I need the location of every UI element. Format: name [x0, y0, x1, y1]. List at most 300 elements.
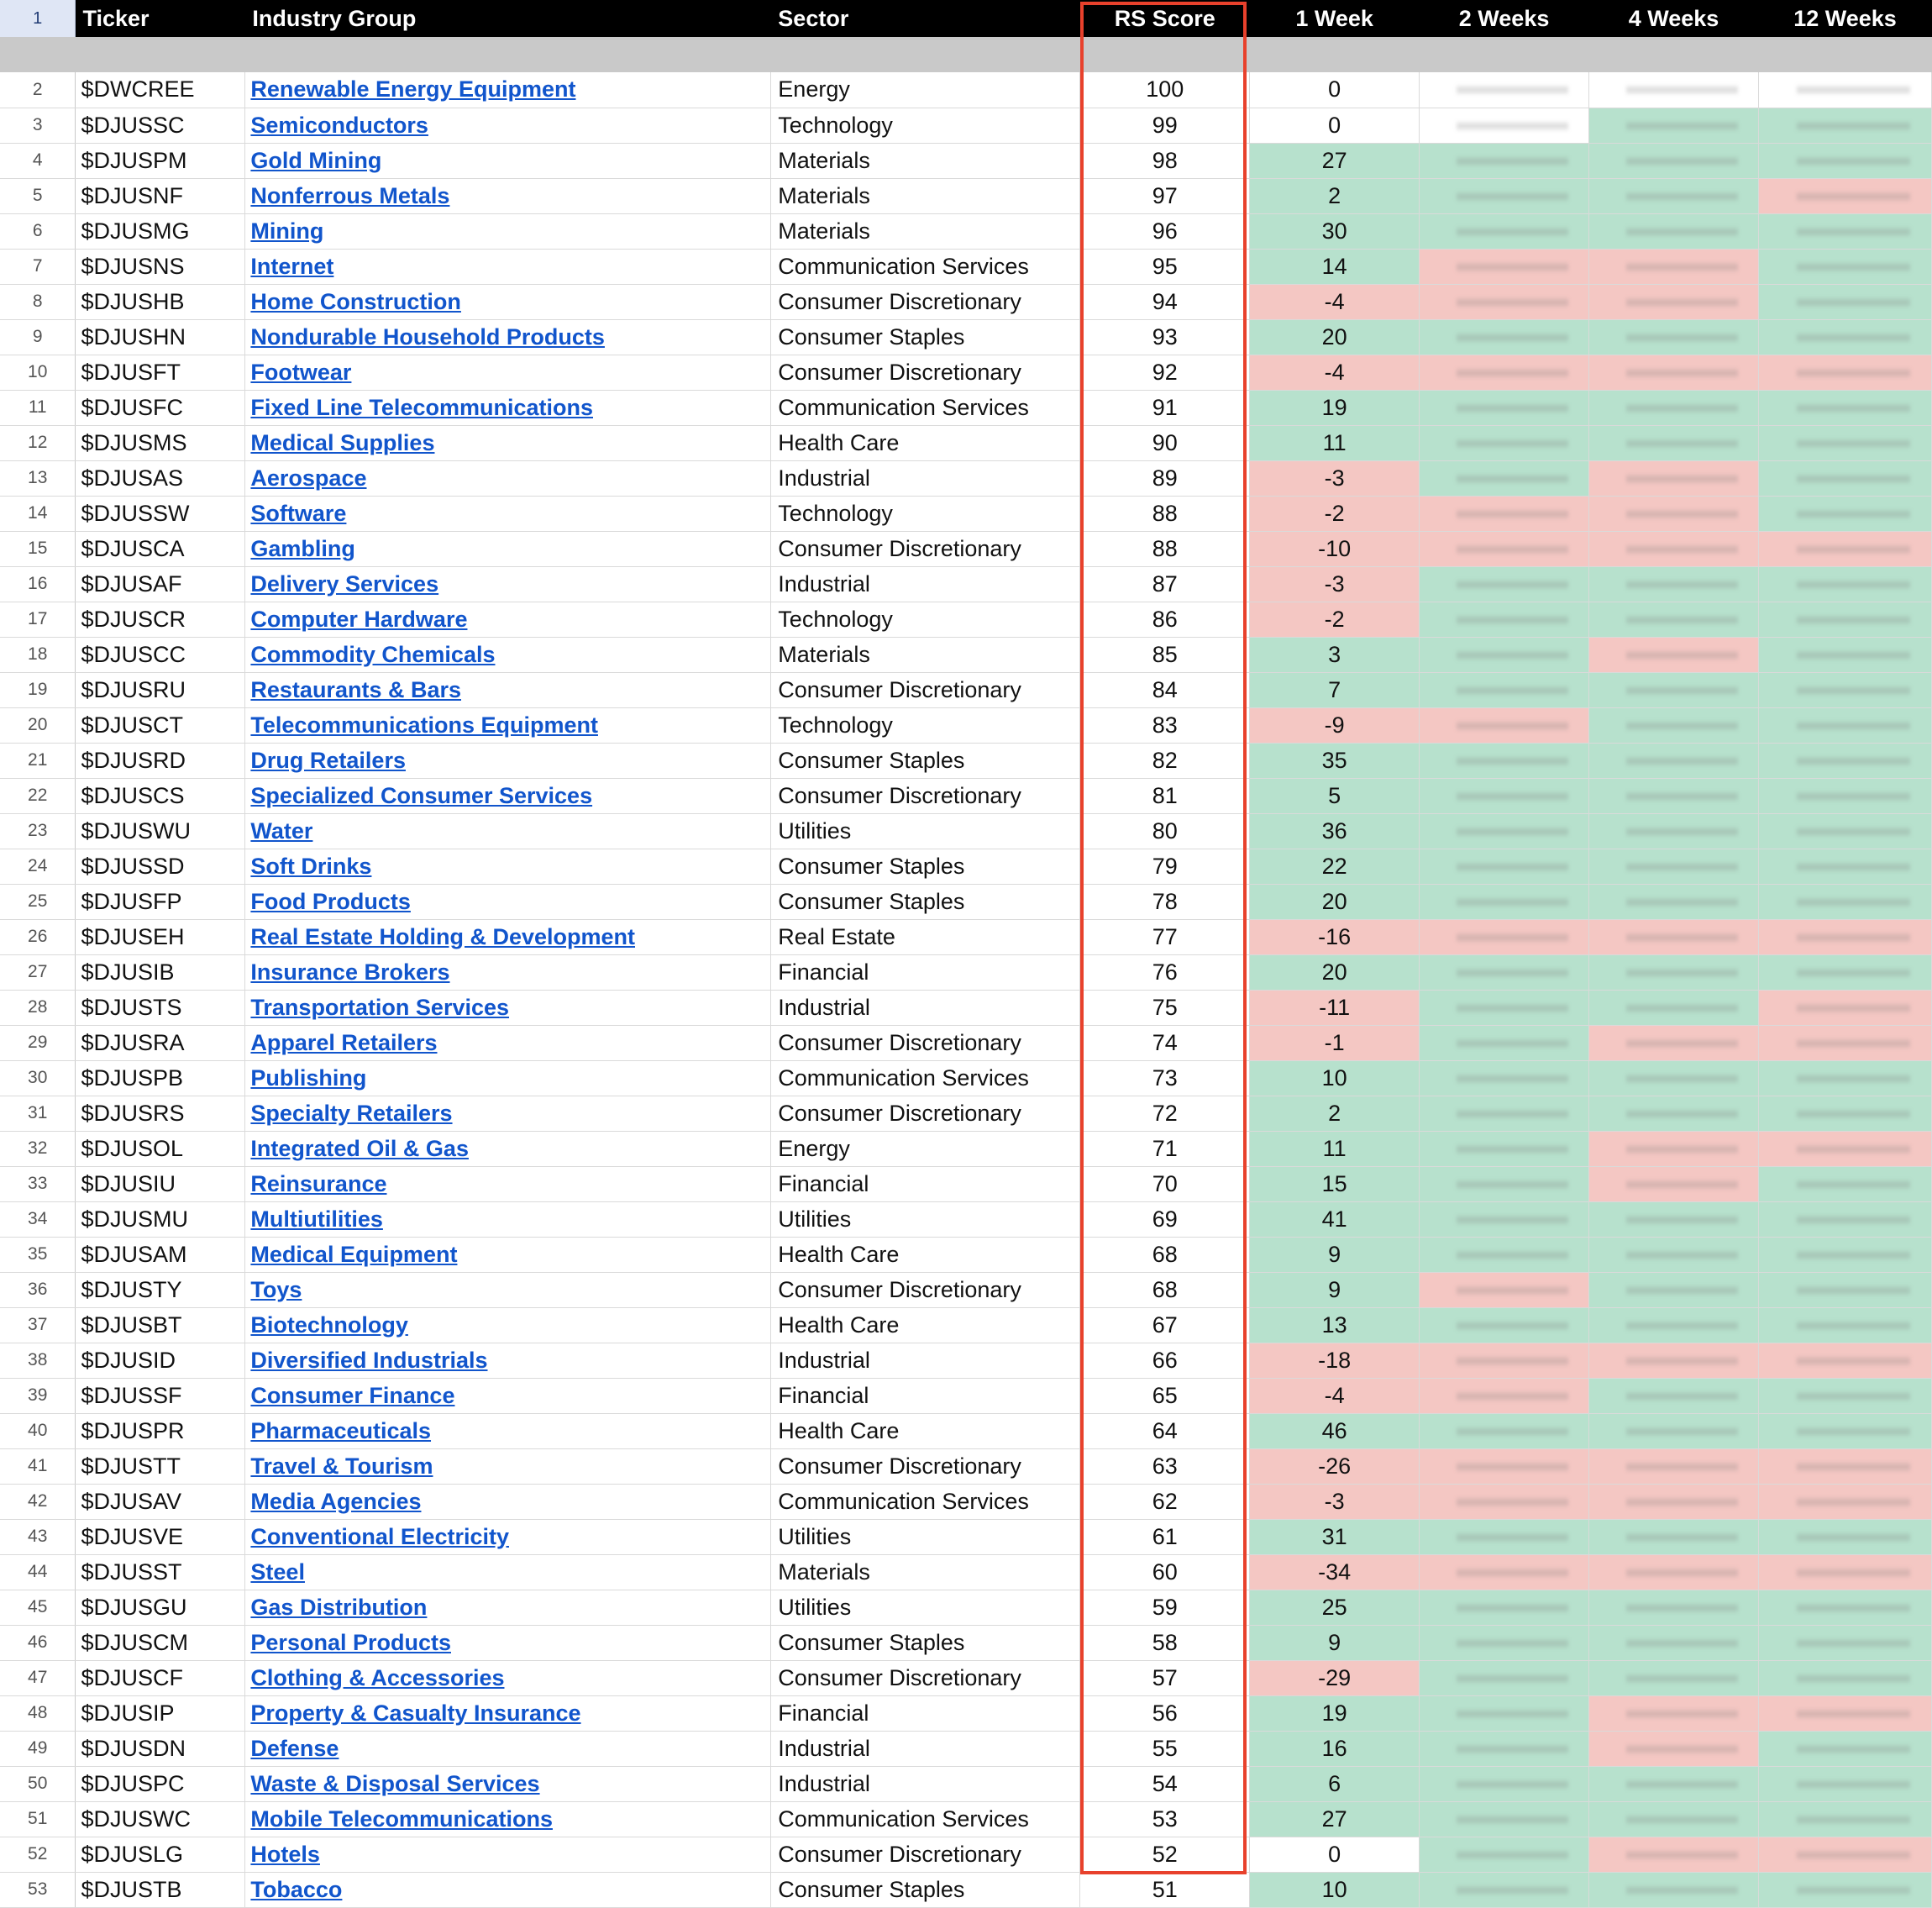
week2-change-cell[interactable] [1420, 1590, 1589, 1625]
industry-group-link[interactable]: Media Agencies [250, 1488, 422, 1514]
week4-change-cell[interactable] [1589, 1554, 1759, 1590]
week4-change-cell[interactable] [1589, 1625, 1759, 1660]
rs-score-cell[interactable]: 86 [1080, 602, 1250, 637]
week4-change-cell[interactable] [1589, 1660, 1759, 1695]
industry-group-cell[interactable] [245, 1660, 771, 1695]
week4-change-cell[interactable] [1589, 1731, 1759, 1766]
ticker-cell[interactable]: $DJUSEH [76, 919, 245, 954]
ticker-cell[interactable]: $DJUSCA [76, 531, 245, 566]
week4-change-cell[interactable] [1589, 425, 1759, 460]
week12-change-cell[interactable] [1758, 707, 1931, 743]
sector-cell[interactable]: Utilities [771, 813, 1080, 849]
industry-group-link[interactable]: Nonferrous Metals [250, 182, 450, 208]
week2-change-cell[interactable] [1420, 778, 1589, 813]
week2-change-cell[interactable] [1420, 1131, 1589, 1166]
sector-cell[interactable]: Communication Services [771, 1801, 1080, 1837]
sector-cell[interactable]: Consumer Discretionary [771, 531, 1080, 566]
rs-score-cell[interactable]: 59 [1080, 1590, 1250, 1625]
week1-change-cell[interactable]: 13 [1250, 1307, 1420, 1343]
ticker-cell[interactable]: $DJUSAV [76, 1484, 245, 1519]
week2-change-cell[interactable] [1420, 1096, 1589, 1131]
ticker-cell[interactable]: $DWCREE [76, 72, 245, 108]
industry-group-cell[interactable] [245, 1766, 771, 1801]
industry-group-link[interactable]: Aerospace [250, 465, 367, 491]
industry-group-cell[interactable] [245, 1307, 771, 1343]
sector-cell[interactable]: Consumer Staples [771, 743, 1080, 778]
rs-score-cell[interactable]: 61 [1080, 1519, 1250, 1554]
week1-change-cell[interactable]: 25 [1250, 1590, 1420, 1625]
ticker-cell[interactable]: $DJUSTS [76, 990, 245, 1025]
industry-group-cell[interactable] [245, 1695, 771, 1731]
week1-change-cell[interactable]: 36 [1250, 813, 1420, 849]
row-number[interactable]: 17 [0, 602, 76, 637]
week2-change-cell[interactable] [1420, 884, 1589, 919]
week1-change-cell[interactable]: 2 [1250, 178, 1420, 213]
week2-change-cell[interactable] [1420, 72, 1589, 108]
industry-group-link[interactable]: Defense [250, 1735, 339, 1761]
week4-change-cell[interactable] [1589, 1484, 1759, 1519]
week1-change-cell[interactable]: -26 [1250, 1448, 1420, 1484]
week2-change-cell[interactable] [1420, 602, 1589, 637]
week2-change-cell[interactable] [1420, 849, 1589, 884]
week2-change-cell[interactable] [1420, 1060, 1589, 1096]
week2-change-cell[interactable] [1420, 1837, 1589, 1872]
week2-change-cell[interactable] [1420, 1554, 1589, 1590]
week12-change-cell[interactable] [1758, 1660, 1931, 1695]
row-number[interactable]: 49 [0, 1731, 76, 1766]
industry-group-cell[interactable] [245, 566, 771, 602]
rs-score-cell[interactable]: 57 [1080, 1660, 1250, 1695]
industry-group-link[interactable]: Nondurable Household Products [250, 323, 605, 350]
sector-cell[interactable]: Industrial [771, 1731, 1080, 1766]
week2-change-cell[interactable] [1420, 531, 1589, 566]
week1-change-cell[interactable]: -4 [1250, 355, 1420, 390]
industry-group-link[interactable]: Semiconductors [250, 112, 428, 138]
sector-cell[interactable]: Consumer Discretionary [771, 1272, 1080, 1307]
sector-cell[interactable]: Industrial [771, 566, 1080, 602]
row-number[interactable]: 16 [0, 566, 76, 602]
sector-cell[interactable]: Consumer Discretionary [771, 1448, 1080, 1484]
industry-group-cell[interactable] [245, 249, 771, 284]
week12-change-cell[interactable] [1758, 1590, 1931, 1625]
industry-group-cell[interactable] [245, 1096, 771, 1131]
industry-group-link[interactable]: Reinsurance [250, 1170, 387, 1196]
ticker-cell[interactable]: $DJUSPR [76, 1413, 245, 1448]
sector-cell[interactable]: Technology [771, 496, 1080, 531]
week2-change-cell[interactable] [1420, 284, 1589, 319]
industry-group-link[interactable]: Medical Equipment [250, 1241, 458, 1267]
sector-cell[interactable]: Consumer Staples [771, 1872, 1080, 1907]
industry-group-cell[interactable] [245, 1872, 771, 1907]
sector-cell[interactable]: Technology [771, 602, 1080, 637]
week12-change-cell[interactable] [1758, 1519, 1931, 1554]
industry-group-link[interactable]: Integrated Oil & Gas [250, 1135, 469, 1161]
rs-score-cell[interactable]: 81 [1080, 778, 1250, 813]
week4-change-cell[interactable] [1589, 1166, 1759, 1201]
sector-cell[interactable]: Materials [771, 213, 1080, 249]
week2-change-cell[interactable] [1420, 355, 1589, 390]
row-number[interactable]: 19 [0, 672, 76, 707]
industry-group-cell[interactable] [245, 1272, 771, 1307]
week12-change-cell[interactable] [1758, 1343, 1931, 1378]
week4-change-cell[interactable] [1589, 1801, 1759, 1837]
row-number[interactable]: 51 [0, 1801, 76, 1837]
rs-score-cell[interactable]: 80 [1080, 813, 1250, 849]
industry-group-link[interactable]: Drug Retailers [250, 747, 406, 773]
rs-score-cell[interactable]: 76 [1080, 954, 1250, 990]
week2-change-cell[interactable] [1420, 1801, 1589, 1837]
sector-cell[interactable]: Communication Services [771, 1060, 1080, 1096]
week2-change-cell[interactable] [1420, 213, 1589, 249]
ticker-cell[interactable]: $DJUSAS [76, 460, 245, 496]
week1-change-cell[interactable]: -16 [1250, 919, 1420, 954]
week1-change-cell[interactable]: 0 [1250, 108, 1420, 143]
rs-score-cell[interactable]: 95 [1080, 249, 1250, 284]
ticker-cell[interactable]: $DJUSCS [76, 778, 245, 813]
week4-column-header[interactable]: 4 Weeks [1589, 0, 1759, 37]
row-number[interactable]: 29 [0, 1025, 76, 1060]
industry-group-cell[interactable] [245, 954, 771, 990]
week2-change-cell[interactable] [1420, 1378, 1589, 1413]
rs-score-cell[interactable]: 68 [1080, 1272, 1250, 1307]
week4-change-cell[interactable] [1589, 1837, 1759, 1872]
industry-group-cell[interactable] [245, 1590, 771, 1625]
rs-score-cell[interactable]: 67 [1080, 1307, 1250, 1343]
ticker-cell[interactable]: $DJUSSF [76, 1378, 245, 1413]
ticker-cell[interactable]: $DJUSNS [76, 249, 245, 284]
industry-group-link[interactable]: Travel & Tourism [250, 1453, 433, 1479]
ticker-cell[interactable]: $DJUSTT [76, 1448, 245, 1484]
sector-cell[interactable]: Materials [771, 143, 1080, 178]
rs-score-cell[interactable]: 62 [1080, 1484, 1250, 1519]
row-number[interactable]: 41 [0, 1448, 76, 1484]
week4-change-cell[interactable] [1589, 496, 1759, 531]
ticker-cell[interactable]: $DJUSID [76, 1343, 245, 1378]
ticker-cell[interactable]: $DJUSOL [76, 1131, 245, 1166]
row-number[interactable]: 40 [0, 1413, 76, 1448]
rs-score-cell[interactable]: 55 [1080, 1731, 1250, 1766]
week4-change-cell[interactable] [1589, 108, 1759, 143]
week12-change-cell[interactable] [1758, 284, 1931, 319]
row-number[interactable]: 36 [0, 1272, 76, 1307]
industry-group-link[interactable]: Diversified Industrials [250, 1347, 488, 1373]
industry-group-link[interactable]: Waste & Disposal Services [250, 1770, 540, 1796]
rs-score-cell[interactable]: 70 [1080, 1166, 1250, 1201]
row-number[interactable]: 26 [0, 919, 76, 954]
week2-change-cell[interactable] [1420, 637, 1589, 672]
week1-change-cell[interactable]: 20 [1250, 954, 1420, 990]
week1-change-cell[interactable]: -11 [1250, 990, 1420, 1025]
industry-group-link[interactable]: Conventional Electricity [250, 1523, 509, 1549]
row-number[interactable]: 35 [0, 1237, 76, 1272]
industry-group-link[interactable]: Hotels [250, 1841, 320, 1867]
ticker-cell[interactable]: $DJUSCR [76, 602, 245, 637]
week12-change-cell[interactable] [1758, 849, 1931, 884]
week1-column-header[interactable]: 1 Week [1250, 0, 1420, 37]
row-number-header[interactable]: 1 [0, 0, 76, 37]
week12-change-cell[interactable] [1758, 1625, 1931, 1660]
row-number[interactable]: 34 [0, 1201, 76, 1237]
ticker-cell[interactable]: $DJUSPM [76, 143, 245, 178]
ticker-cell[interactable]: $DJUSRS [76, 1096, 245, 1131]
week12-change-cell[interactable] [1758, 425, 1931, 460]
ticker-cell[interactable]: $DJUSRA [76, 1025, 245, 1060]
ticker-cell[interactable]: $DJUSWU [76, 813, 245, 849]
sector-cell[interactable]: Real Estate [771, 919, 1080, 954]
rs-score-cell[interactable]: 99 [1080, 108, 1250, 143]
rs-score-cell[interactable]: 84 [1080, 672, 1250, 707]
industry-group-cell[interactable] [245, 637, 771, 672]
ticker-cell[interactable]: $DJUSNF [76, 178, 245, 213]
industry-group-link[interactable]: Publishing [250, 1064, 367, 1091]
industry-group-cell[interactable] [245, 743, 771, 778]
week12-change-cell[interactable] [1758, 355, 1931, 390]
sector-cell[interactable]: Consumer Discretionary [771, 355, 1080, 390]
rs-score-cell[interactable]: 72 [1080, 1096, 1250, 1131]
industry-group-link[interactable]: Property & Casualty Insurance [250, 1700, 581, 1726]
sector-cell[interactable]: Communication Services [771, 1484, 1080, 1519]
rs-score-cell[interactable]: 63 [1080, 1448, 1250, 1484]
rs-score-cell[interactable]: 65 [1080, 1378, 1250, 1413]
week1-change-cell[interactable]: -10 [1250, 531, 1420, 566]
week12-change-cell[interactable] [1758, 496, 1931, 531]
week4-change-cell[interactable] [1589, 1060, 1759, 1096]
rs-score-cell[interactable]: 51 [1080, 1872, 1250, 1907]
week4-change-cell[interactable] [1589, 178, 1759, 213]
week4-change-cell[interactable] [1589, 707, 1759, 743]
week4-change-cell[interactable] [1589, 460, 1759, 496]
week12-change-cell[interactable] [1758, 108, 1931, 143]
industry-group-link[interactable]: Personal Products [250, 1629, 451, 1655]
industry-group-cell[interactable] [245, 1625, 771, 1660]
ticker-cell[interactable]: $DJUSWC [76, 1801, 245, 1837]
row-number[interactable]: 24 [0, 849, 76, 884]
week1-change-cell[interactable]: 11 [1250, 425, 1420, 460]
row-number[interactable]: 21 [0, 743, 76, 778]
ticker-cell[interactable]: $DJUSMS [76, 425, 245, 460]
week4-change-cell[interactable] [1589, 1131, 1759, 1166]
week2-change-cell[interactable] [1420, 566, 1589, 602]
week4-change-cell[interactable] [1589, 390, 1759, 425]
row-number[interactable]: 15 [0, 531, 76, 566]
ticker-cell[interactable]: $DJUSTY [76, 1272, 245, 1307]
week4-change-cell[interactable] [1589, 1766, 1759, 1801]
week1-change-cell[interactable]: 20 [1250, 319, 1420, 355]
week2-change-cell[interactable] [1420, 743, 1589, 778]
ticker-cell[interactable]: $DJUSRU [76, 672, 245, 707]
rs-score-cell[interactable]: 79 [1080, 849, 1250, 884]
week12-change-cell[interactable] [1758, 566, 1931, 602]
week1-change-cell[interactable]: -2 [1250, 496, 1420, 531]
week12-change-cell[interactable] [1758, 990, 1931, 1025]
week12-change-cell[interactable] [1758, 1872, 1931, 1907]
row-number[interactable]: 6 [0, 213, 76, 249]
week4-change-cell[interactable] [1589, 1590, 1759, 1625]
industry-group-link[interactable]: Home Construction [250, 288, 461, 314]
industry-group-link[interactable]: Consumer Finance [250, 1382, 455, 1408]
row-number[interactable]: 4 [0, 143, 76, 178]
week1-change-cell[interactable]: -3 [1250, 460, 1420, 496]
ticker-cell[interactable]: $DJUSSC [76, 108, 245, 143]
week4-change-cell[interactable] [1589, 778, 1759, 813]
row-number[interactable]: 39 [0, 1378, 76, 1413]
rs-score-cell[interactable]: 82 [1080, 743, 1250, 778]
row-number[interactable]: 11 [0, 390, 76, 425]
week12-change-cell[interactable] [1758, 249, 1931, 284]
industry-group-cell[interactable] [245, 1343, 771, 1378]
sector-column-header[interactable]: Sector [771, 0, 1080, 37]
rs-score-cell[interactable]: 69 [1080, 1201, 1250, 1237]
industry-group-cell[interactable] [245, 1166, 771, 1201]
industry-group-cell[interactable] [245, 355, 771, 390]
sector-cell[interactable]: Consumer Staples [771, 1625, 1080, 1660]
sector-cell[interactable]: Industrial [771, 460, 1080, 496]
week2-change-cell[interactable] [1420, 1731, 1589, 1766]
rs-score-cell[interactable]: 64 [1080, 1413, 1250, 1448]
row-number[interactable]: 52 [0, 1837, 76, 1872]
row-number[interactable]: 3 [0, 108, 76, 143]
industry-group-cell[interactable] [245, 1801, 771, 1837]
ticker-cell[interactable]: $DJUSBT [76, 1307, 245, 1343]
rs-score-cell[interactable]: 92 [1080, 355, 1250, 390]
week4-change-cell[interactable] [1589, 1378, 1759, 1413]
week12-change-cell[interactable] [1758, 1166, 1931, 1201]
row-number[interactable]: 46 [0, 1625, 76, 1660]
week1-change-cell[interactable]: -34 [1250, 1554, 1420, 1590]
week12-change-cell[interactable] [1758, 672, 1931, 707]
week4-change-cell[interactable] [1589, 319, 1759, 355]
row-number[interactable]: 22 [0, 778, 76, 813]
sector-cell[interactable]: Consumer Discretionary [771, 1096, 1080, 1131]
week1-change-cell[interactable]: 35 [1250, 743, 1420, 778]
industry-group-cell[interactable] [245, 1484, 771, 1519]
week4-change-cell[interactable] [1589, 284, 1759, 319]
week12-change-cell[interactable] [1758, 178, 1931, 213]
industry-group-cell[interactable] [245, 919, 771, 954]
sector-cell[interactable]: Health Care [771, 425, 1080, 460]
week12-change-cell[interactable] [1758, 1307, 1931, 1343]
ticker-cell[interactable]: $DJUSMG [76, 213, 245, 249]
rs-score-cell[interactable]: 91 [1080, 390, 1250, 425]
row-number[interactable]: 53 [0, 1872, 76, 1907]
sector-cell[interactable]: Industrial [771, 1343, 1080, 1378]
ticker-cell[interactable]: $DJUSSD [76, 849, 245, 884]
industry-group-link[interactable]: Soft Drinks [250, 853, 372, 879]
rs-score-column-header[interactable]: RS Score [1080, 0, 1250, 37]
row-number[interactable]: 5 [0, 178, 76, 213]
rs-score-cell[interactable]: 60 [1080, 1554, 1250, 1590]
week4-change-cell[interactable] [1589, 1519, 1759, 1554]
sector-cell[interactable]: Financial [771, 954, 1080, 990]
week2-change-cell[interactable] [1420, 460, 1589, 496]
sector-cell[interactable]: Consumer Staples [771, 319, 1080, 355]
sector-cell[interactable]: Industrial [771, 1766, 1080, 1801]
industry-group-cell[interactable] [245, 496, 771, 531]
industry-group-link[interactable]: Gambling [250, 535, 355, 561]
rs-score-cell[interactable]: 93 [1080, 319, 1250, 355]
week12-change-cell[interactable] [1758, 531, 1931, 566]
week1-change-cell[interactable]: 27 [1250, 143, 1420, 178]
ticker-cell[interactable]: $DJUSDN [76, 1731, 245, 1766]
ticker-cell[interactable]: $DJUSHN [76, 319, 245, 355]
week4-change-cell[interactable] [1589, 990, 1759, 1025]
sector-cell[interactable]: Technology [771, 108, 1080, 143]
industry-group-cell[interactable] [245, 425, 771, 460]
rs-score-cell[interactable]: 96 [1080, 213, 1250, 249]
week12-change-cell[interactable] [1758, 602, 1931, 637]
row-number[interactable]: 37 [0, 1307, 76, 1343]
week1-change-cell[interactable]: 46 [1250, 1413, 1420, 1448]
week12-change-cell[interactable] [1758, 884, 1931, 919]
week2-change-cell[interactable] [1420, 672, 1589, 707]
industry-group-link[interactable]: Tobacco [250, 1876, 343, 1902]
week1-change-cell[interactable]: 19 [1250, 1695, 1420, 1731]
week4-change-cell[interactable] [1589, 813, 1759, 849]
week12-change-cell[interactable] [1758, 919, 1931, 954]
week4-change-cell[interactable] [1589, 849, 1759, 884]
week4-change-cell[interactable] [1589, 1025, 1759, 1060]
industry-group-link[interactable]: Commodity Chemicals [250, 641, 496, 667]
week4-change-cell[interactable] [1589, 1201, 1759, 1237]
ticker-cell[interactable]: $DJUSPB [76, 1060, 245, 1096]
rs-score-cell[interactable]: 74 [1080, 1025, 1250, 1060]
industry-group-link[interactable]: Fixed Line Telecommunications [250, 394, 593, 420]
rs-score-cell[interactable]: 71 [1080, 1131, 1250, 1166]
week2-change-cell[interactable] [1420, 1272, 1589, 1307]
rs-score-cell[interactable]: 77 [1080, 919, 1250, 954]
week4-change-cell[interactable] [1589, 919, 1759, 954]
week4-change-cell[interactable] [1589, 249, 1759, 284]
week12-change-cell[interactable] [1758, 1695, 1931, 1731]
rs-score-cell[interactable]: 54 [1080, 1766, 1250, 1801]
week12-change-cell[interactable] [1758, 743, 1931, 778]
industry-group-link[interactable]: Renewable Energy Equipment [250, 76, 576, 102]
industry-group-cell[interactable] [245, 813, 771, 849]
rs-score-cell[interactable]: 97 [1080, 178, 1250, 213]
week4-change-cell[interactable] [1589, 1448, 1759, 1484]
week2-change-cell[interactable] [1420, 954, 1589, 990]
ticker-cell[interactable]: $DJUSHB [76, 284, 245, 319]
ticker-cell[interactable]: $DJUSIP [76, 1695, 245, 1731]
week4-change-cell[interactable] [1589, 672, 1759, 707]
week2-change-cell[interactable] [1420, 390, 1589, 425]
week1-change-cell[interactable]: 9 [1250, 1237, 1420, 1272]
week2-change-cell[interactable] [1420, 425, 1589, 460]
rs-score-cell[interactable]: 68 [1080, 1237, 1250, 1272]
rs-score-cell[interactable]: 52 [1080, 1837, 1250, 1872]
rs-score-cell[interactable]: 73 [1080, 1060, 1250, 1096]
industry-group-link[interactable]: Mobile Telecommunications [250, 1806, 553, 1832]
week4-change-cell[interactable] [1589, 531, 1759, 566]
sector-cell[interactable]: Financial [771, 1695, 1080, 1731]
sector-cell[interactable]: Materials [771, 1554, 1080, 1590]
sector-cell[interactable]: Health Care [771, 1237, 1080, 1272]
week12-change-cell[interactable] [1758, 954, 1931, 990]
ticker-cell[interactable]: $DJUSMU [76, 1201, 245, 1237]
week2-change-cell[interactable] [1420, 1166, 1589, 1201]
sector-cell[interactable]: Consumer Discretionary [771, 1660, 1080, 1695]
industry-group-link[interactable]: Specialized Consumer Services [250, 782, 593, 808]
sector-cell[interactable]: Energy [771, 72, 1080, 108]
sector-cell[interactable]: Energy [771, 1131, 1080, 1166]
week1-change-cell[interactable]: -3 [1250, 1484, 1420, 1519]
week2-change-cell[interactable] [1420, 1695, 1589, 1731]
rs-score-cell[interactable]: 89 [1080, 460, 1250, 496]
industry-group-link[interactable]: Real Estate Holding & Development [250, 923, 635, 949]
industry-group-cell[interactable] [245, 1131, 771, 1166]
week2-change-cell[interactable] [1420, 319, 1589, 355]
week2-change-cell[interactable] [1420, 143, 1589, 178]
